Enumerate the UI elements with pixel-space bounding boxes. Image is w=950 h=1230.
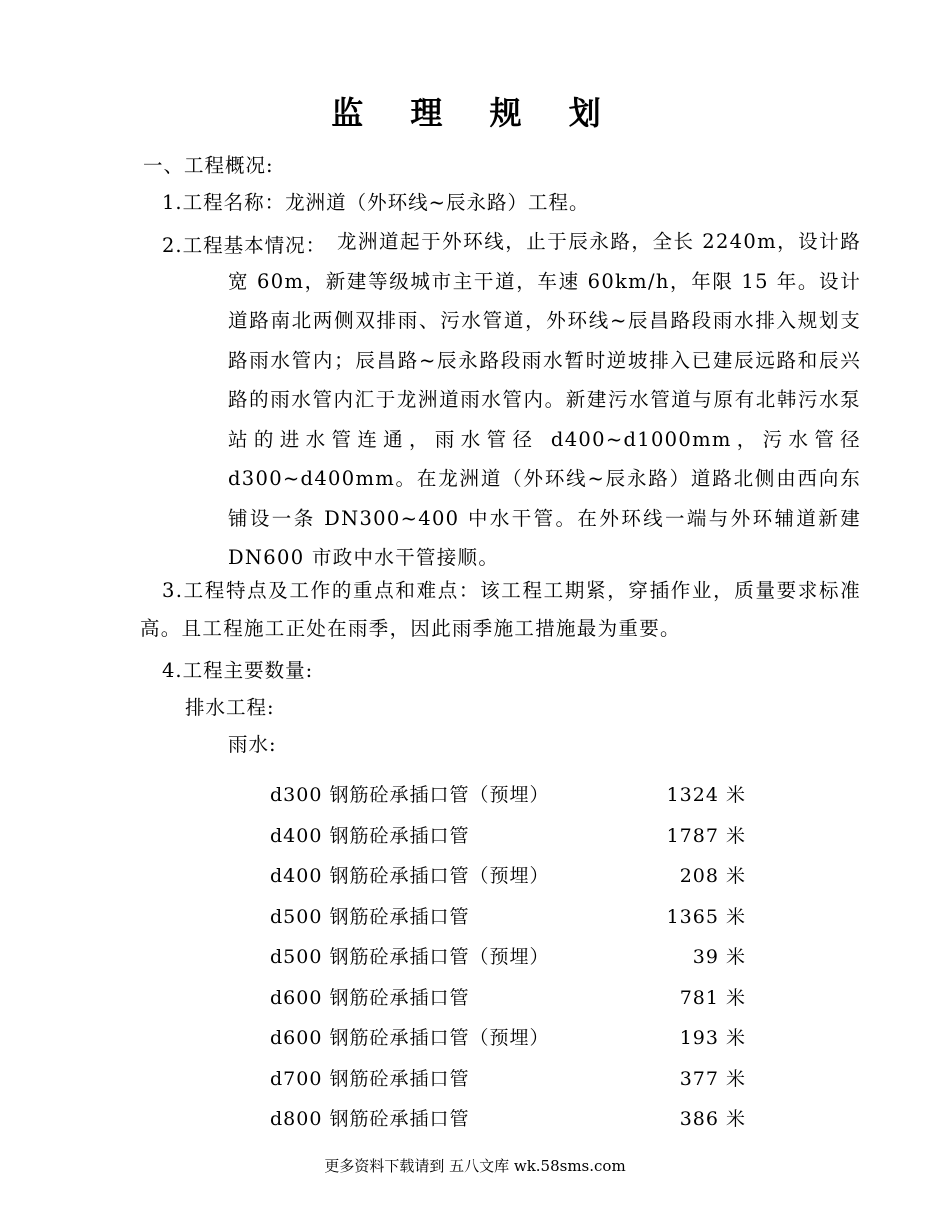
- pipe-row: [270, 821, 746, 851]
- item-features: 3.工程特点及工作的重点和难点：该工程工期紧，穿插作业，质量要求标准高。且工程施工正处在雨季，因此雨季施工措施最为重要。: [140, 579, 861, 640]
- pipe-qty: 386 米: [679, 1108, 746, 1130]
- pipe-row: [270, 942, 746, 972]
- pipe-row: [270, 780, 746, 810]
- pipe-item: d300 钢筋砼承插口管（预埋）: [270, 784, 550, 806]
- pipe-item: d700 钢筋砼承插口管: [270, 1067, 470, 1090]
- pipe-item: d800 钢筋砼承插口管: [270, 1108, 470, 1130]
- pipe-qty: 208 米: [679, 865, 746, 887]
- page-title: 监 理 规 划: [331, 94, 619, 132]
- item-quantities: 4.工程主要数量:: [162, 659, 314, 682]
- pipe-row: [270, 861, 746, 891]
- pipe-qty: 193 米: [679, 1027, 746, 1049]
- pipe-item: d500 钢筋砼承插口管（预埋）: [270, 946, 550, 968]
- item-basic-info-lead: 2.工程基本情况：: [162, 234, 327, 257]
- pipe-row: [270, 902, 746, 932]
- pipe-item: d600 钢筋砼承插口管: [270, 986, 470, 1009]
- pipe-qty: 1324 米: [666, 784, 746, 806]
- footer-text: 更多资料下载请到 五八文库 wk.58sms.com: [324, 1157, 626, 1175]
- pipe-qty: 377 米: [679, 1067, 746, 1090]
- pipe-item: d600 钢筋砼承插口管（预埋）: [270, 1027, 550, 1049]
- pipe-row: [270, 1064, 746, 1094]
- section-heading: 一、工程概况:: [143, 154, 274, 177]
- pipe-item: d500 钢筋砼承插口管: [270, 905, 470, 928]
- pipe-qty: 1787 米: [666, 824, 746, 847]
- drainage-heading: 排水工程:: [185, 696, 275, 719]
- pipe-qty: 1365 米: [666, 905, 746, 928]
- pipe-row: [270, 983, 746, 1013]
- item-project-name: 1.工程名称：龙洲道（外环线~辰永路）工程。: [162, 191, 590, 214]
- item-basic-info-body: 龙洲道起于外环线，止于辰永路，全长 2240m，设计路宽 60m，新建等级城市主干道，车速 60km/h，年限 15 年。设计道路南北两侧双排雨、污水管道，外环线~辰昌路段雨水排入规划支路雨水管内；辰昌路~辰永路段雨水暂时逆坡排入已建辰远路和辰兴路的雨水管内汇于龙洲道雨水管内。新建污水管道与原有北韩污水泵站的进水管连通，雨水管径 d400~d1000mm，污水管径 d300~d400mm。在龙洲道（外环线~辰永路）道路北侧由西向东铺设一条 DN300~400 中水干管。在外环线一端与外环辅道新建 DN600 市政中水干管接顺。: [228, 230, 861, 569]
- pipe-qty: 781 米: [679, 986, 746, 1009]
- pipe-row: [270, 1023, 746, 1053]
- pipe-item: d400 钢筋砼承插口管: [270, 824, 470, 847]
- rain-heading: 雨水:: [228, 733, 277, 756]
- pipe-row: [270, 1104, 746, 1134]
- pipe-qty: 39 米: [692, 946, 746, 968]
- pipe-item: d400 钢筋砼承插口管（预埋）: [270, 865, 550, 887]
